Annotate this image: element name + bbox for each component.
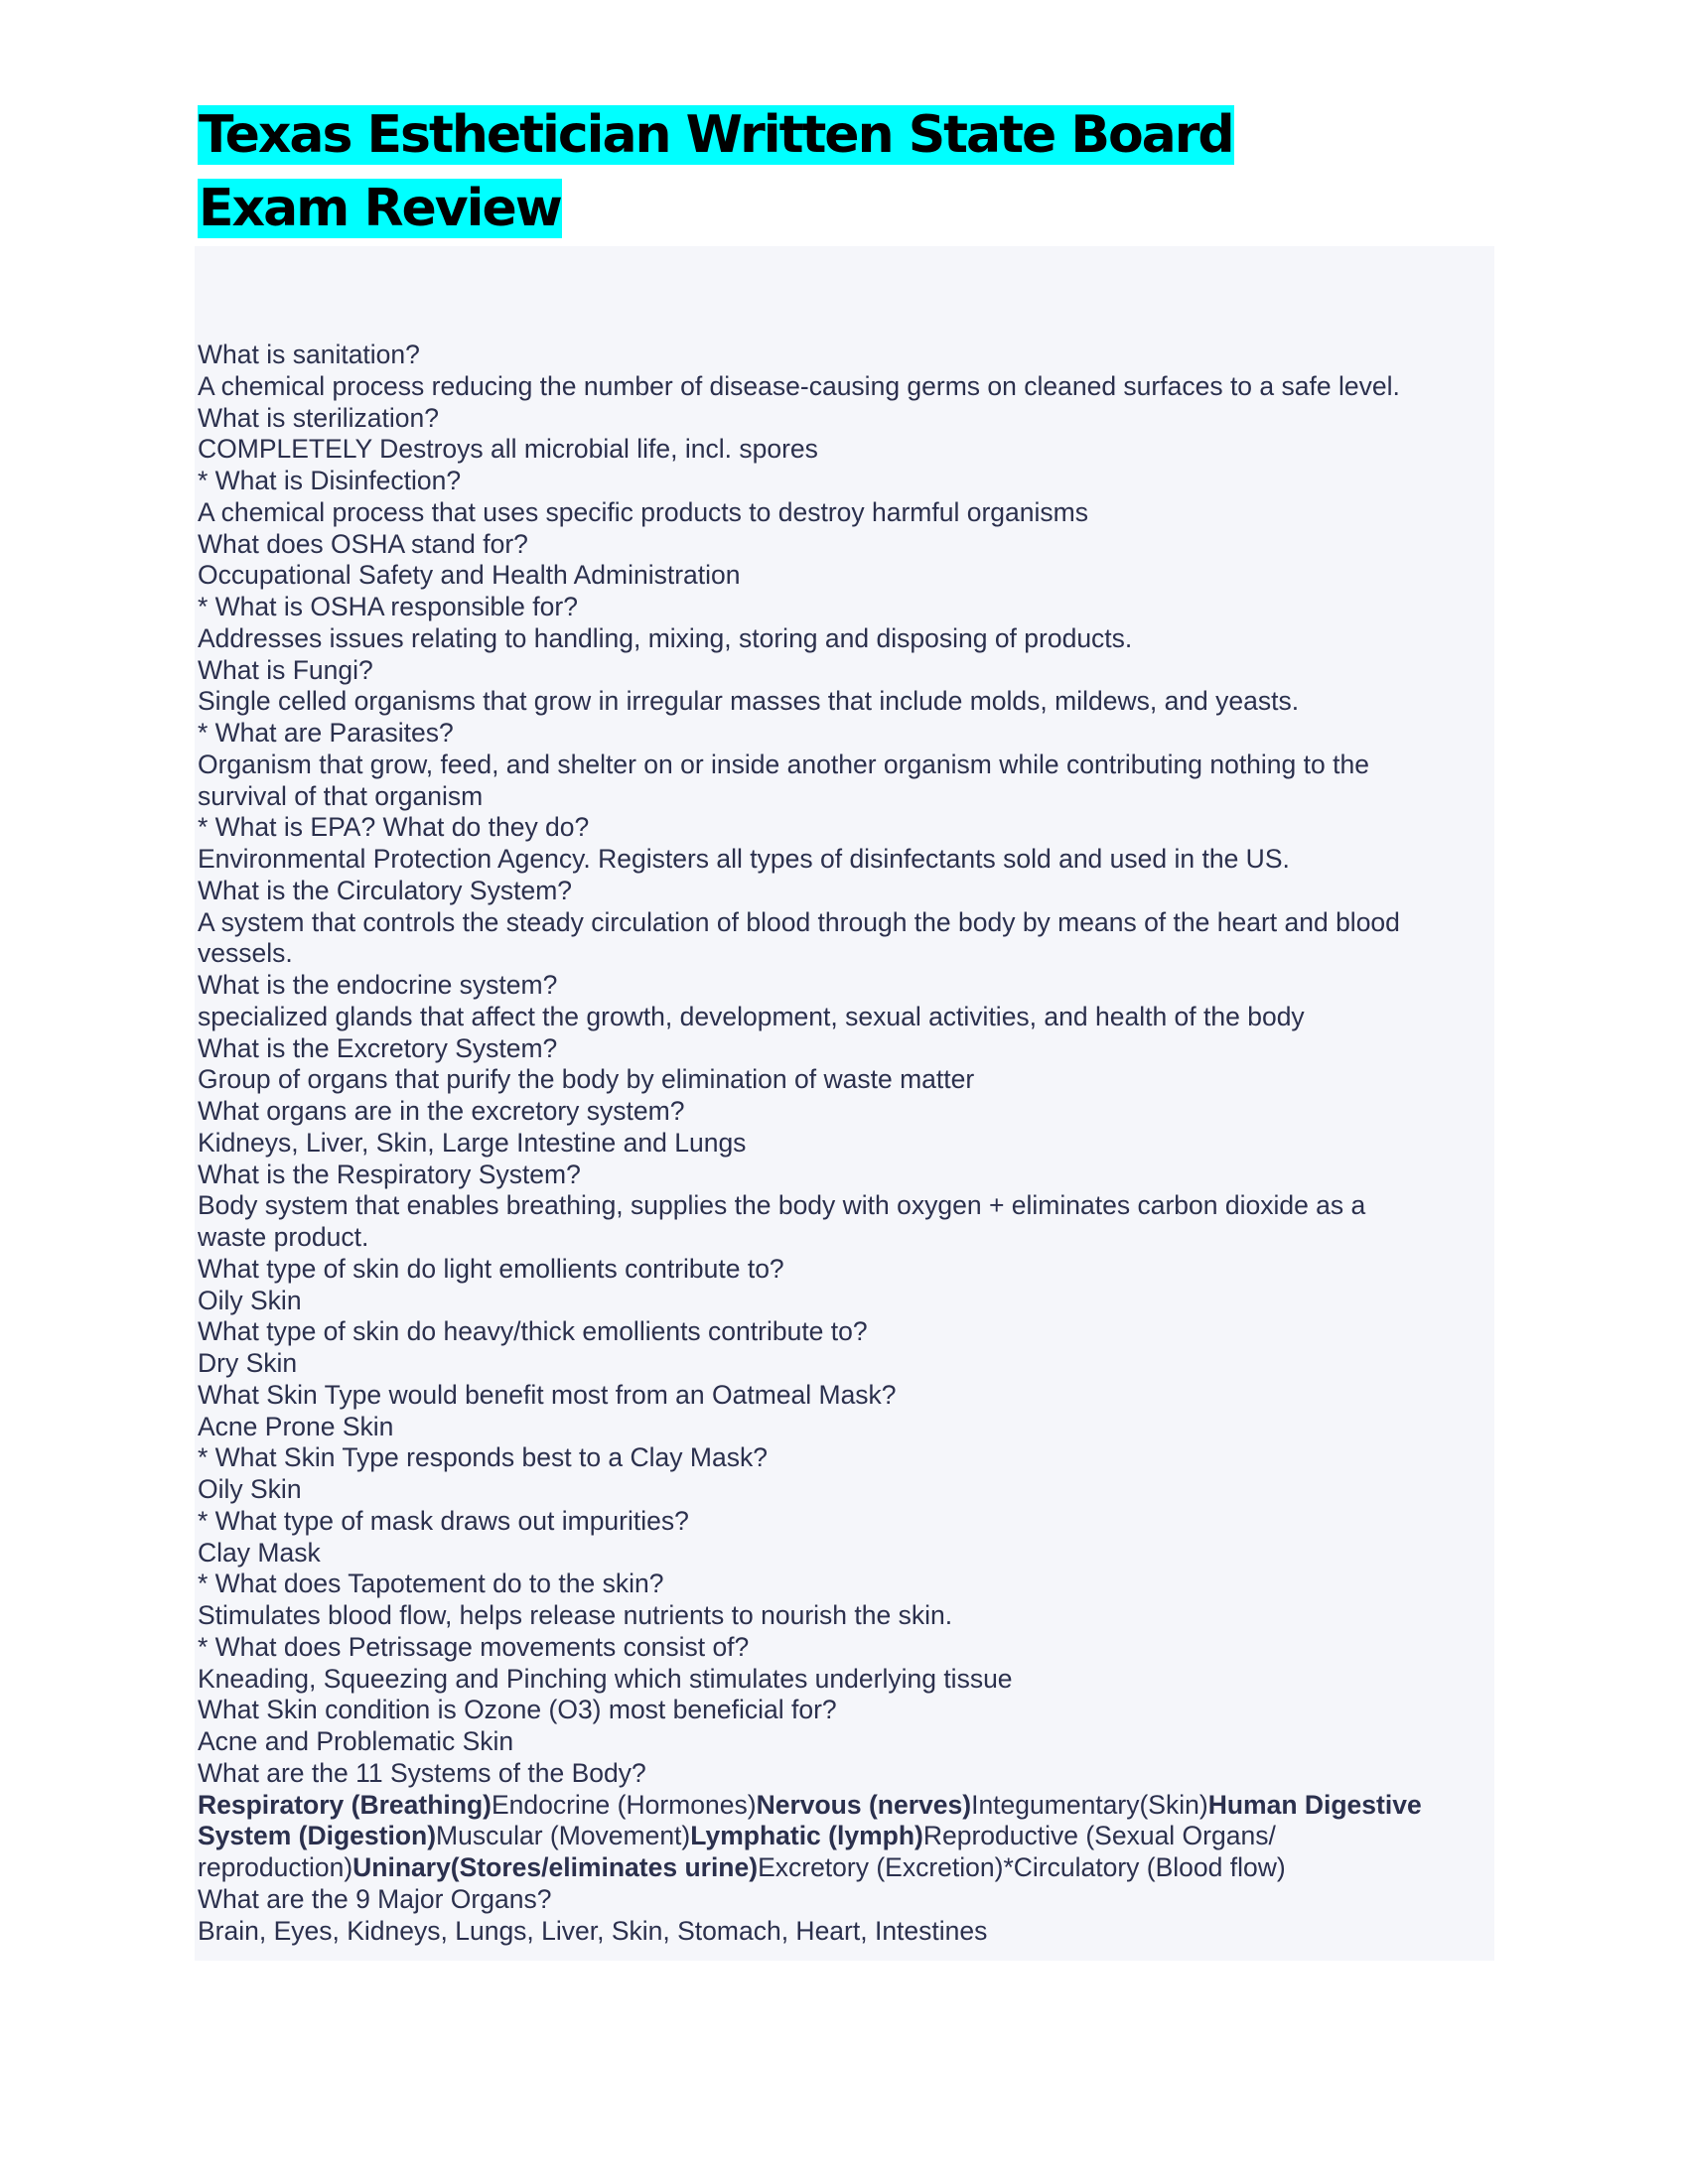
question: * What is OSHA responsible for? — [198, 592, 578, 621]
answer: Occupational Safety and Health Administration — [198, 560, 741, 591]
question: What type of skin do heavy/thick emollients contribute to? — [198, 1316, 868, 1347]
title-highlight: Texas Esthetician Written State Board Exam Review — [199, 105, 1233, 238]
system-excretory-circulatory: Excretory (Excretion)*Circulatory (Blood flow) — [758, 1852, 1286, 1882]
answer: Acne Prone Skin — [198, 1411, 394, 1441]
question: * What does Petrissage movements consist of? — [198, 1631, 750, 1662]
question: * What does Tapotement do to the skin? — [198, 1569, 664, 1599]
answer: A chemical process reducing the number of disease-causing germs on cleaned surfaces to a safe level. — [198, 370, 1400, 401]
question: * What Skin Type responds best to a Clay Mask? — [198, 1442, 768, 1473]
question: What does OSHA stand for? — [198, 528, 528, 559]
answer: Addresses issues relating to handling, mixing, storing and disposing of products. — [198, 622, 1133, 653]
question: What is Fungi? — [198, 654, 373, 685]
system-urinary: Uninary(Stores/eliminates urine) — [352, 1852, 759, 1882]
answer: Kneading, Squeezing and Pinching which stimulates underlying tissue — [198, 1663, 1013, 1694]
answer-continued: waste product. — [198, 1222, 369, 1252]
answer: Kidneys, Liver, Skin, Large Intestine and Lungs — [198, 1127, 747, 1158]
answer: Single celled organisms that grow in irregular masses that include molds, mildews, and yeasts. — [198, 686, 1300, 717]
question: What are the 11 Systems of the Body? — [198, 1757, 646, 1788]
answer: Dry Skin — [198, 1348, 298, 1378]
qa-content — [198, 340, 1498, 1947]
answer-continued: vessels. — [198, 938, 293, 969]
system-nervous: Nervous (nerves) — [756, 1789, 972, 1820]
question: What organs are in the excretory system? — [198, 1096, 685, 1126]
answer: Clay Mask — [198, 1537, 321, 1568]
answer: Oily Skin — [198, 1474, 302, 1504]
system-lymphatic: Lymphatic (lymph) — [690, 1821, 923, 1851]
system-digestive: Human Digestive — [1207, 1789, 1422, 1820]
question: What is the Circulatory System? — [198, 875, 573, 905]
system-respiratory: Respiratory (Breathing) — [198, 1789, 492, 1820]
system-reproductive-continued: reproduction) — [198, 1852, 353, 1882]
question: * What is EPA? What do they do? — [198, 812, 590, 843]
answer: specialized glands that affect the growth, development, sexual activities, and health of the body — [198, 1001, 1305, 1031]
question: What Skin Type would benefit most from an Oatmeal Mask? — [198, 1379, 897, 1410]
answer: Environmental Protection Agency. Registers all types of disinfectants sold and used in the US. — [198, 844, 1290, 874]
question: What is the endocrine system? — [198, 970, 558, 1000]
answer: Group of organs that purify the body by elimination of waste matter — [198, 1064, 975, 1095]
question: What is sanitation? — [198, 340, 420, 369]
question: What is sterilization? — [198, 402, 440, 433]
systems-answer-line-3 — [198, 1852, 1498, 1884]
answer: Oily Skin — [198, 1285, 302, 1315]
system-muscular: Muscular (Movement) — [436, 1821, 691, 1851]
system-endocrine: Endocrine (Hormones) — [491, 1789, 757, 1820]
question: What Skin condition is Ozone (O3) most beneficial for? — [198, 1695, 837, 1725]
answer: Brain, Eyes, Kidneys, Lungs, Liver, Skin, Stomach, Heart, Intestines — [198, 1915, 988, 1946]
question: * What are Parasites? — [198, 718, 454, 748]
system-integumentary: Integumentary(Skin) — [971, 1789, 1208, 1820]
question: What is the Respiratory System? — [198, 1159, 581, 1189]
system-reproductive: Reproductive (Sexual Organs/ — [922, 1821, 1276, 1851]
answer: A chemical process that uses specific products to destroy harmful organisms — [198, 496, 1088, 527]
system-digestive-continued: System (Digestion) — [198, 1821, 437, 1851]
systems-answer-line-2 — [198, 1821, 1498, 1852]
question: What are the 9 Major Organs? — [198, 1883, 552, 1914]
answer-continued: survival of that organism — [198, 780, 484, 811]
question: What is the Excretory System? — [198, 1032, 558, 1063]
answer: Acne and Problematic Skin — [198, 1726, 514, 1756]
question: * What type of mask draws out impurities? — [198, 1505, 689, 1536]
answer: Stimulates blood flow, helps release nutrients to nourish the skin. — [198, 1600, 953, 1630]
answer: Organism that grow, feed, and shelter on or inside another organism while contributing nothing to the — [198, 749, 1369, 779]
answer: COMPLETELY Destroys all microbial life, incl. spores — [198, 434, 818, 465]
question: * What is Disinfection? — [198, 466, 462, 495]
document-title — [198, 98, 1389, 245]
systems-answer-line-1 — [198, 1790, 1498, 1822]
answer: A system that controls the steady circulation of blood through the body by means of the heart and blood — [198, 906, 1400, 937]
question: What type of skin do light emollients contribute to? — [198, 1253, 784, 1284]
answer: Body system that enables breathing, supplies the body with oxygen + eliminates carbon dioxide as a — [198, 1190, 1366, 1221]
